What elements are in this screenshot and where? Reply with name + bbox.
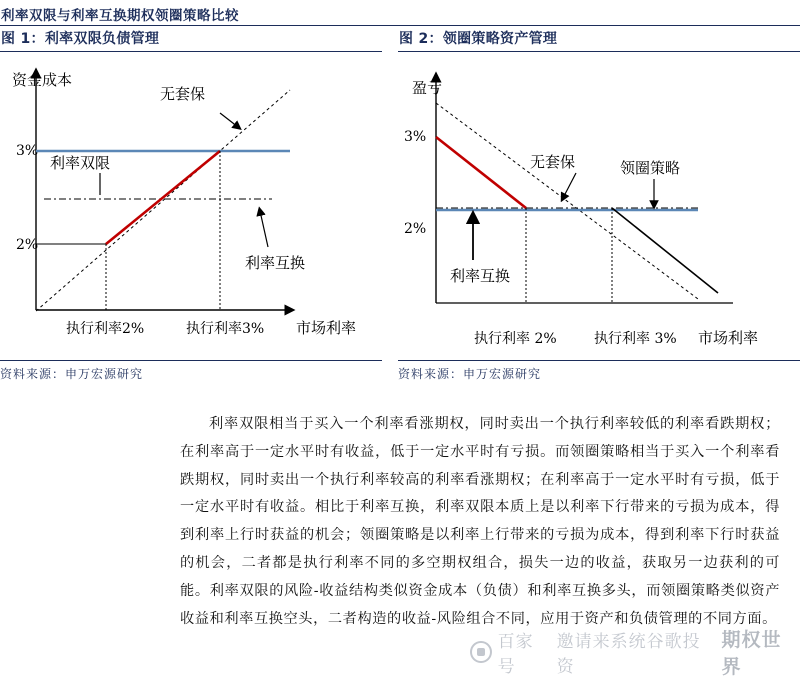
figure1-swap-label: 利率互换	[245, 254, 306, 272]
figure1-xlabel: 市场利率	[296, 319, 357, 337]
figure1-no-hedge-line	[36, 90, 290, 311]
figure1-source: 资料来源：申万宏源研究	[0, 360, 382, 380]
figure2-ytick-3pct: 3%	[404, 129, 427, 145]
figure2-source: 资料来源：申万宏源研究	[398, 360, 800, 380]
figure1-no-hedge-label: 无套保	[160, 85, 206, 103]
figure1-ytick-2pct: 2%	[16, 237, 39, 253]
figure1-ytick-3pct: 3%	[16, 143, 39, 159]
platform-logo-icon	[470, 641, 492, 663]
figure2-xtick-strike2: 执行利率 2%	[474, 331, 557, 347]
figure2-ytick-2pct: 2%	[404, 221, 427, 237]
figure1-ylabel: 资金成本	[12, 71, 73, 89]
figure1-collar-slope	[106, 151, 220, 244]
figure2-swap-label: 利率互换	[450, 267, 511, 285]
figure2-collar-top	[436, 137, 526, 208]
figure1-xtick-strike3: 执行利率3%	[186, 321, 265, 337]
figure2-no-hedge-pointer	[563, 173, 576, 198]
figure1-swap-pointer	[260, 211, 268, 247]
figure2-xtick-strike3: 执行利率 3%	[594, 331, 677, 347]
figure2-collar-label: 领圈策略	[620, 159, 681, 177]
figure1-no-hedge-pointer	[220, 113, 238, 127]
watermark-text: 邀请来系统谷歌投资	[556, 632, 701, 677]
watermark	[470, 629, 800, 678]
body-paragraph: 利率双限相当于买入一个利率看涨期权，同时卖出一个执行利率较低的利率看跌期权；在利率高于一定水平时有收益，低于一定水平时有亏损。而领圈策略相当于买入一个利率看跌期权，同时卖出一个执行利率较高的利率看涨期权；在利率高于一定水平时有亏损，低于一定水平时有收益。相比于利率互换，利率双限本质上是以利率下行带来的亏损为成本，得到利率上行时获益的机会；领圈策略是以利率上行带来的亏损为成本，得到利率下行时获益的机会，二者都是执行利率不同的多空期权组合，损失一边的收益，获取另一边获利的可能。利率双限的风险-收益结构类似资金成本（负债）和利率互换多头，而领圈策略类似资产收益和利率互换空头，二者构造的收益-风险组合不同，应用于资产和负债管理的不同方面。	[180, 416, 780, 627]
watermark-platform: 百家号	[497, 632, 534, 677]
figure1-xtick-strike2: 执行利率2%	[66, 321, 145, 337]
watermark-brand: 期权世界	[721, 629, 782, 678]
figure2-no-hedge-label: 无套保	[530, 153, 576, 171]
figure1-collar-label: 利率双限	[50, 154, 111, 172]
figure2-collar-bottom	[612, 208, 718, 293]
figure1-title: 图 1：利率双限负债管理	[0, 28, 382, 52]
figure2-ylabel: 盈亏	[412, 79, 443, 97]
figure2-xlabel: 市场利率	[698, 329, 759, 347]
page-header-title: 利率双限与利率互换期权领圈策略比较	[0, 4, 800, 26]
figure1-chart	[0, 55, 385, 355]
figure2-title: 图 2：领圈策略资产管理	[398, 28, 800, 52]
figure2-chart	[398, 55, 800, 355]
